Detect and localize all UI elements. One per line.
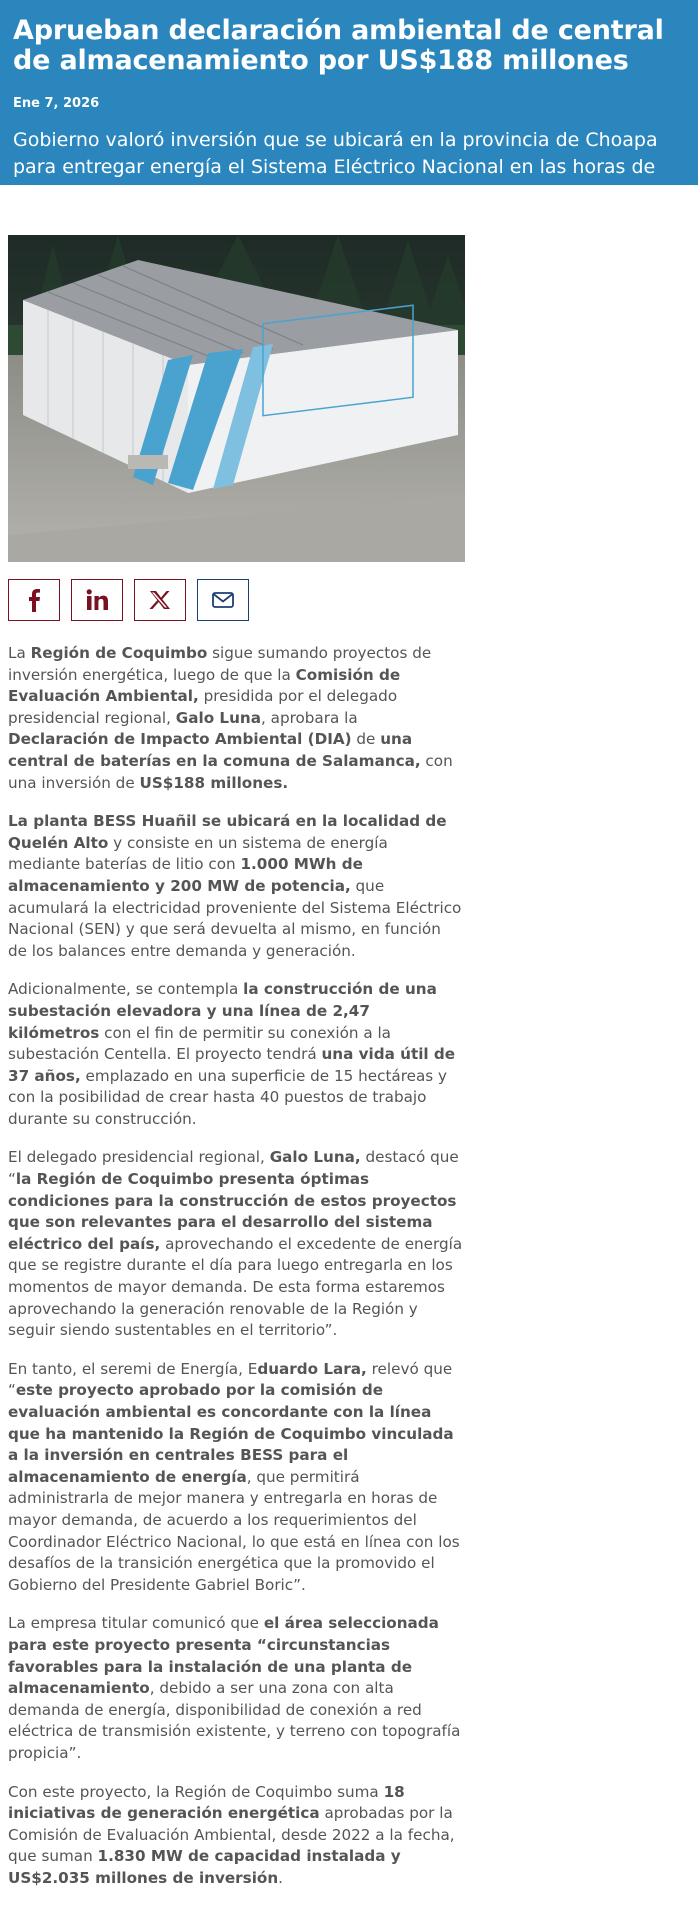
text-run: El delegado presidencial regional, [8,1148,270,1167]
article-paragraph [8,1613,463,1764]
text-run: que acumulará la electricidad proveniente del Sistema Eléctrico Nacional (SEN) y que será devuelta al mismo, en función de los balances entre demanda y generación. [8,876,462,960]
hero-image [8,235,465,562]
article-paragraph [8,1147,463,1341]
bold-text: 1.000 MWh de almacenamiento y 200 MW de potencia, [8,855,363,895]
bold-text: Galo Luna, [269,1148,361,1167]
article-body [8,643,463,1906]
bold-text: Región de Coquimbo [30,644,208,662]
text-run: , aprobara la [260,708,358,727]
bold-text: Comisión de Evaluación Ambiental, [8,665,401,706]
text-run: . [278,1868,283,1887]
bold-text: la construcción de una subestación elevadora y una línea de 2,47 kilómetros [8,980,437,1042]
share-x-button[interactable] [134,579,186,621]
text-run: aprovechando el excedente de energía que se registre durante el día para luego entregarla en los momentos de mayor demanda. De esta forma estaremos aprovechando la generación renovable de la Región y seguir siendo sustentables en el territorio”. [8,1234,463,1340]
text-run: con una inversión de [8,751,453,792]
text-run: presidida por el delegado presidencial regional, [8,687,398,727]
article-paragraph [8,979,463,1130]
article-header [0,0,698,205]
text-run: La empresa titular comunicó que [8,1614,264,1633]
text-run: con el fin de permitir su conexión a la subestación Centella. El proyecto tendrá [8,1023,391,1064]
text-run: La [8,644,31,662]
battery-container-illustration [8,235,465,562]
text-run: y consiste en un sistema de energía mediante baterías de litio con [8,833,388,874]
text-run: relevó que “ [8,1359,453,1400]
bold-text: US$188 millones. [139,773,289,792]
bold-text: la Región de Coquimbo presenta óptimas condiciones para la construcción de estos proyectos que son relevantes para el desarrollo del sistema eléctrico del país, [8,1170,457,1253]
text-run: sigue sumando proyectos de inversión energética, luego de que la [8,644,432,684]
text-run: En tanto, el seremi de Energía, E [8,1359,258,1378]
bold-text: una vida útil de 37 años, [8,1045,456,1085]
share-linkedin-button[interactable] [71,579,123,621]
article-paragraph [8,643,463,794]
article-title: Aprueban declaración ambiental de central de almacenamiento por US$188 millones [13,15,664,76]
bold-text: Galo Luna [175,708,261,727]
bold-text: 18 iniciativas de generación energética [8,1782,405,1823]
share-bar [8,579,249,621]
bold-text: este proyecto aprobado por la comisión de evaluación ambiental es concordante con la línea que ha mantenido la Región de Coquimbo vinculada a la inversión en centrales BESS para el almacenamiento de energía [8,1381,454,1486]
bold-text: La planta BESS Huañil se ubicará en la localidad de Quelén Alto [8,812,447,852]
text-run: Adicionalmente, se contempla [8,980,244,999]
text-run: , debido a ser una zona con alta demanda de energía, disponibilidad de conexión a red eléctrica de transmisión existente, y terreno con topografía propicia”. [8,1679,461,1762]
article-paragraph [8,1359,463,1597]
text-run: de [351,730,381,749]
text-run: , que permitirá administrarla de mejor manera y entregarla en horas de mayor demanda, de acuerdo a los requerimientos del Coordinador Eléctrico Nacional, lo que está en línea con los desafíos de la transición energética que la promovido el Gobierno del Presidente Gabriel Boric”. [8,1467,460,1594]
bold-text: 1.830 MW de capacidad instalada y US$2.035 millones de inversión [8,1847,401,1887]
bold-text: el área seleccionada para este proyecto presenta “circunstancias favorables para la instalación de una planta de almacenamiento [8,1614,439,1698]
mail-icon [212,592,234,608]
article-lead: Gobierno valoró inversión que se ubicará en la provincia de Choapa para entregar energía el Sistema Eléctrico Nacional en las horas de mayor demanda. [13,129,658,205]
linkedin-icon [86,589,108,611]
share-facebook-button[interactable] [8,579,60,621]
bold-text: Declaración de Impacto Ambiental (DIA) [8,730,352,749]
bold-text: duardo Lara, [257,1359,367,1378]
text-run: aprobadas por la Comisión de Evaluación Ambiental, desde 2022 a la fecha, que suman [8,1804,455,1866]
article-paragraph [8,811,463,962]
article-paragraph [8,1782,463,1890]
x-icon [149,590,171,610]
share-email-button[interactable] [197,579,249,621]
bold-text: una central de baterías en la comuna de Salamanca, [8,730,421,770]
text-run: destacó que “ [8,1148,459,1189]
text-run: emplazado en una superficie de 15 hectáreas y con la posibilidad de crear hasta 40 puestos de trabajo durante su construcción. [8,1066,447,1128]
text-run: Con este proyecto, la Región de Coquimbo suma [8,1782,384,1801]
article-date: Ene 7, 2026 [13,96,100,111]
facebook-icon [26,588,42,612]
